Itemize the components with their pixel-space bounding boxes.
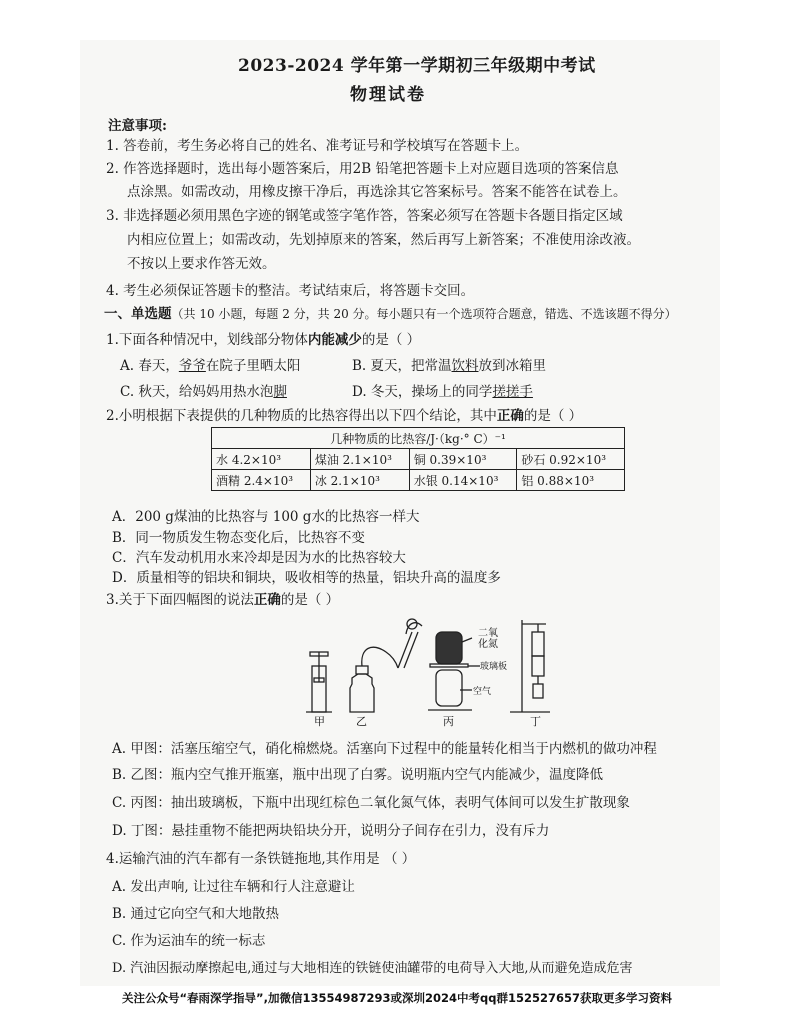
option-text: 放到冰箱里 <box>478 358 547 374</box>
option-text: B. 夏天，把常温 <box>352 358 452 374</box>
question-1-stem <box>106 331 420 349</box>
table-cell: 铝 0.88×10³ <box>517 470 625 491</box>
stem-text: 的是（ ） <box>361 332 421 348</box>
footer-note: 关注公众号“春雨深学指导”,加微信13554987293或深圳2024中考qq群152527657获取更多学习资料 <box>122 991 672 1005</box>
question-2-stem <box>106 407 582 425</box>
q4-option-c: C. 作为运油车的统一标志 <box>112 933 266 949</box>
q1-option-d <box>352 383 533 401</box>
q3-figure-drawing <box>300 612 560 728</box>
table-cell: 酒精 2.4×10³ <box>212 470 311 491</box>
option-underlined: 脚 <box>273 384 287 400</box>
table-cell: 铜 0.39×10³ <box>409 449 517 470</box>
q1-option-a <box>120 357 300 375</box>
q3-figure <box>300 612 560 728</box>
notice-item: 1. 答卷前，考生务必将自己的姓名、准考证号和学校填写在答题卡上。 <box>106 138 529 154</box>
fig-label-jia: 甲 <box>314 715 325 728</box>
table-cell: 水 4.2×10³ <box>212 449 311 470</box>
specific-heat-table <box>211 427 625 491</box>
stem-text: 3.关于下面四幅图的说法 <box>106 592 254 608</box>
fig-label-yi: 乙 <box>356 715 367 728</box>
q4-option-a: A. 发出声响, 让过往车辆和行人注意避让 <box>112 879 355 895</box>
option-text: C. 秋天，给妈妈用热水泡 <box>120 384 274 400</box>
q2-option-d: D．质量相等的铝块和铜块，吸收相等的热量，铝块升高的温度多 <box>112 570 501 586</box>
fig-label-gas2: 化氮 <box>478 639 498 650</box>
table-cell: 砂石 0.92×10³ <box>517 449 625 470</box>
notice-item: 内相应位置上；如需改动，先划掉原来的答案，然后再写上新答案；不准使用涂改液。 <box>127 232 640 248</box>
table-row <box>212 470 625 491</box>
bottle-shape <box>350 674 374 712</box>
notice-heading: 注意事项: <box>108 118 167 134</box>
exam-subject: 物理试卷 <box>350 85 426 105</box>
notice-item: 不按以上要求作答无效。 <box>127 256 276 272</box>
q1-option-b <box>352 357 546 375</box>
fig-label-ding: 丁 <box>530 715 541 728</box>
q4-option-b: B. 通过它向空气和大地散热 <box>112 906 280 922</box>
option-text: A. 春天， <box>120 358 179 374</box>
q3-option-d: D. 丁图：悬挂重物不能把两块铅块分开，说明分子间存在引力，没有斥力 <box>112 823 550 839</box>
q3-option-a: A. 甲图：活塞压缩空气，硝化棉燃烧。活塞向下过程中的能量转化相当于内燃机的做功冲程 <box>112 741 657 757</box>
exam-title: 2023-2024 学年第一学期初三年级期中考试 <box>238 56 596 76</box>
section-heading <box>104 305 677 323</box>
option-text: D. 冬天，操场上的同学 <box>352 384 493 400</box>
stem-emphasis: 正确 <box>253 592 281 608</box>
option-underlined: 爷爷 <box>178 358 206 374</box>
q3-option-c: C. 丙图：抽出玻璃板，下瓶中出现红棕色二氧化氮气体，表明气体间可以发生扩散现象 <box>112 795 630 811</box>
q2-option-c: C．汽车发动机用水来冷却是因为水的比热容较大 <box>112 550 406 566</box>
option-underlined: 饮料 <box>451 358 479 374</box>
option-underlined: 搓搓手 <box>492 384 533 400</box>
table-title: 几种物质的比热容/J·（kg·° C）⁻¹ <box>212 428 625 449</box>
table-cell: 冰 2.1×10³ <box>310 470 409 491</box>
q2-option-a: A．200 g煤油的比热容与 100 g水的比热容一样大 <box>112 509 420 525</box>
q2-option-b: B．同一物质发生物态变化后，比热容不变 <box>112 530 365 546</box>
option-text: 在院子里晒太阳 <box>205 358 301 374</box>
q4-option-d: D. 汽油因振动摩擦起电,通过与大地相连的铁链使油罐带的电荷导入大地,从而避免造成危害 <box>112 961 633 976</box>
table-cell: 煤油 2.1×10³ <box>310 449 409 470</box>
question-4-stem: 4.运输汽油的汽车都有一条铁链拖地,其作用是 （ ） <box>106 851 416 867</box>
table-header-row <box>212 428 625 449</box>
stem-text: 1.下面各种情况中，划线部分物体 <box>106 332 308 348</box>
question-3-stem <box>106 591 339 609</box>
stem-text: 的是（ ） <box>280 592 340 608</box>
q1-option-c <box>120 383 287 401</box>
fig-label-gas1: 二氧 <box>478 628 498 639</box>
notice-item: 2. 作答选择题时，选出每小题答案后，用2B 铅笔把答题卡上对应题目选项的答案信息 <box>106 161 619 177</box>
stem-emphasis: 内能减少 <box>307 332 362 348</box>
table-row <box>212 449 625 470</box>
notice-item: 点涂黑。如需改动，用橡皮擦干净后，再选涂其它答案标号。答案不能答在试卷上。 <box>127 184 627 200</box>
section-label: 一、单选题 <box>104 306 172 322</box>
table-cell: 水银 0.14×10³ <box>409 470 517 491</box>
section-desc: （共 10 小题，每题 2 分，共 20 分。每小题只有一个选项符合题意，错选、不选该题不得分） <box>171 307 677 321</box>
stem-text: 2.小明根据下表提供的几种物质的比热容得出以下四个结论，其中 <box>106 408 497 424</box>
fig-label-glass: 玻璃板 <box>480 662 508 672</box>
fig-label-bing: 丙 <box>443 715 454 728</box>
stem-text: 的是（ ） <box>523 408 583 424</box>
q3-option-b: B. 乙图：瓶内空气推开瓶塞，瓶中出现了白雾。说明瓶内空气内能减少，温度降低 <box>112 767 604 783</box>
notice-item: 3. 非选择题必须用黑色字迹的钢笔或签字笔作答，答案必须写在答题卡各题目指定区域 <box>106 208 623 224</box>
notice-item: 4. 考生必须保证答题卡的整洁。考试结束后，将答题卡交回。 <box>106 283 475 299</box>
fig-label-air: 空气 <box>473 687 492 697</box>
stem-emphasis: 正确 <box>496 408 524 424</box>
